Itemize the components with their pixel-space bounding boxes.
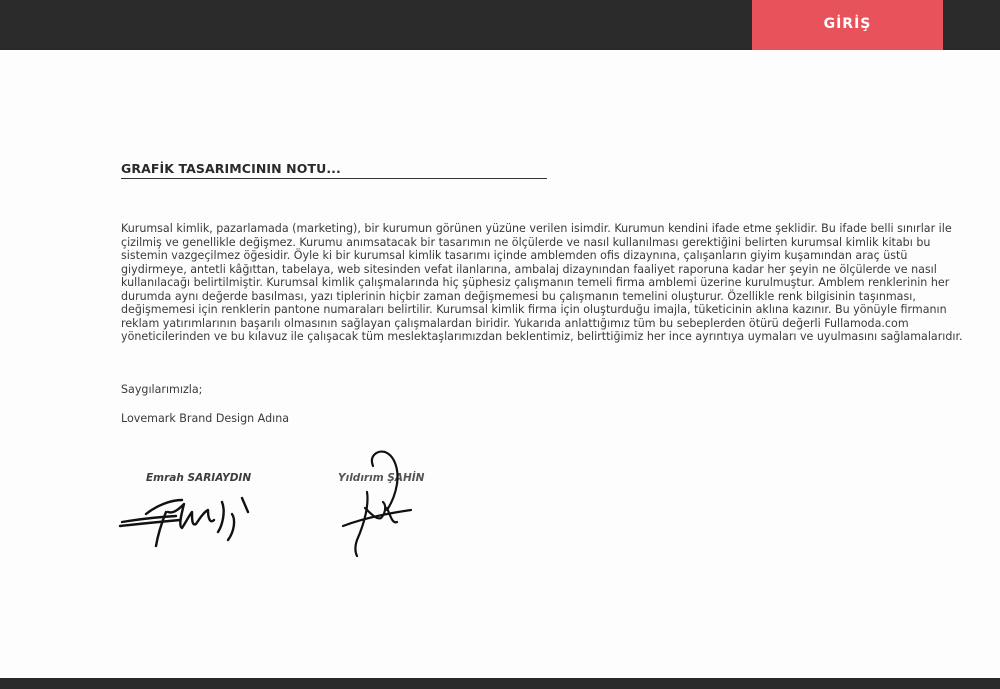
note-body: Kurumsal kimlik, pazarlamada (marketing), bir kurumun görünen yüzüne verilen isimdir. Kurumun kendini ifade etme şeklidir. Bu ifade belli sınırlar ile çizilmiş ve genellikle değişmez. Kurumu anımsatacak bir tasarımın ne ölçülerde ve nasıl kullanılması gerektiğini belirten kurumsal kimlik kitabı bu sistemin vazgeçilmez öğesidir. Öyle ki bir kurumsal kimlik tasarımı içinde amblemden ofis dizaynına, çalışanların giyim kuşamından araç üstü giydirmeye, antetli kâğıttan, tabelaya, web sitesinden vefat ilanlarına, ambalaj dizaynından faaliyet raporuna kadar her şeyin ne ölçülerde ve nasıl kullanılacağı belirtilmiştir. Kurumsal kimlik çalışmalarında hiç şüphesiz çalışmanın temeli firma amblemi üzerine kurulmuştur. Amblem renklerinin her durumda aynı değerde basılması, yazı tiplerinin hiçbir zaman değişmemesi bu çalışmanın temelini oluşturur. Özellikle renk bilgisinin taşınması, değişmemesi için renklerin pantone numaraları belirtilir. Kurumsal kimlik firma için oluşturduğu imajla, tüketicinin aklına kazınır. Bu yönüyle firmanın reklam yatırımlarının başarılı olmasının sağlayan çalışmalardan biridir. Yukarıda anlattığımız tüm bu sebeplerden ötürü değerli Fullamoda.com yöneticilerinden ve bu kılavuz ile çalışacak tüm meslektaşlarımızdan beklentimiz, belirttiğimiz her ince ayrıntıya uymaları ve uyulmasını sağlamalarıdır.	[121, 222, 963, 343]
signatory-name-2: Yıldırım ŞAHİN	[338, 472, 425, 484]
signature-2-image	[335, 448, 415, 560]
signatory-name-1: Emrah SARIAYDIN	[146, 472, 252, 484]
signature-1-image	[118, 492, 258, 548]
section-tab-giris[interactable]: GİRİŞ	[752, 0, 943, 50]
closing-line: Saygılarımızla;	[121, 383, 203, 396]
organization-line: Lovemark Brand Design Adına	[121, 412, 290, 425]
bottom-footer-bar	[0, 678, 1000, 689]
note-heading: GRAFİK TASARIMCININ NOTU...	[121, 161, 547, 179]
